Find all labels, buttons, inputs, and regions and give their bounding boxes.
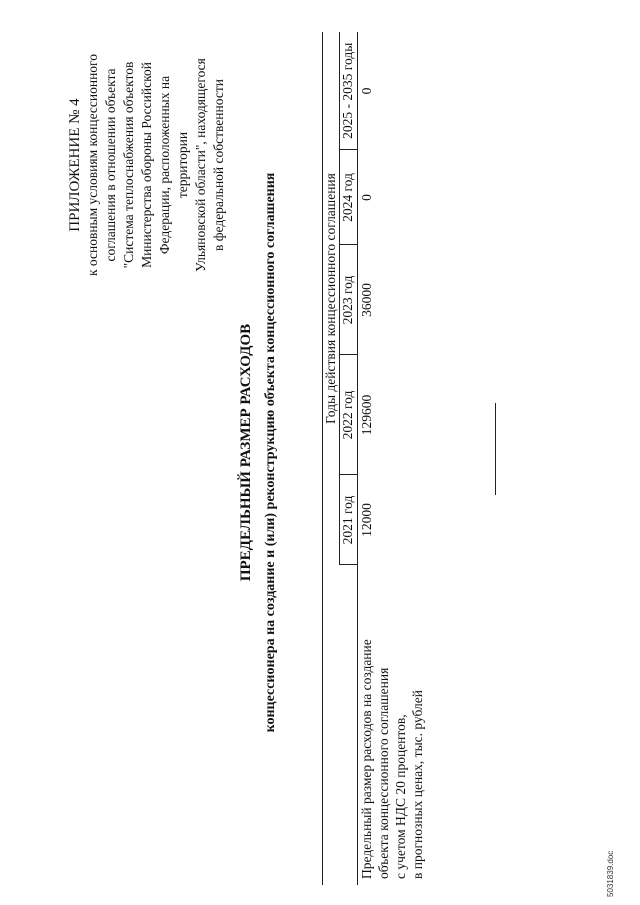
document-title: ПРЕДЕЛЬНЫЙ РАЗМЕР РАСХОДОВ xyxy=(238,323,254,582)
document-subtitle: концессионера на создание и (или) реконструкцию объекта концессионного соглашения xyxy=(263,172,278,733)
value-cell: 0 xyxy=(359,194,374,201)
expense-table xyxy=(322,32,426,885)
row-label xyxy=(358,565,427,885)
table-group-header: Годы действия концессионного соглашения xyxy=(323,32,340,565)
row-label-line: Предельный размер расходов на создание xyxy=(359,639,374,879)
footer-filename: 5031839.doc xyxy=(606,850,615,897)
appendix-line: "Система теплоснабжения объектов xyxy=(121,61,136,269)
row-label-line: с учетом НДС 20 процентов, xyxy=(393,714,408,879)
value-cell: 12000 xyxy=(359,503,374,537)
year-header: 2024 год xyxy=(340,150,358,245)
appendix-line: соглашения в отношении объекта xyxy=(103,68,118,262)
row-label-line: объекта концессионного соглашения xyxy=(376,667,391,879)
year-header: 2023 год xyxy=(340,245,358,355)
year-header: 2025 - 2035 годы xyxy=(340,32,358,150)
appendix-title: ПРИЛОЖЕНИЕ № 4 xyxy=(67,98,83,232)
table-empty-corner xyxy=(323,565,340,885)
separator-line xyxy=(495,403,496,495)
appendix-line: Ульяновской области", находящегося xyxy=(193,58,208,272)
table-group-header-row xyxy=(323,32,340,885)
appendix-line: к основным условиям концессионного xyxy=(85,53,100,277)
row-label-line: в прогнозных ценах, тыс. рублей xyxy=(410,689,425,879)
year-header: 2021 год xyxy=(340,475,358,565)
value-cell: 36000 xyxy=(359,283,374,317)
appendix-block xyxy=(66,45,228,285)
table-empty-corner xyxy=(340,565,358,885)
appendix-line: в федеральной собственности xyxy=(211,79,226,251)
value-cell: 129600 xyxy=(359,394,374,436)
table-year-header-row xyxy=(340,32,358,885)
year-header: 2022 год xyxy=(340,355,358,475)
appendix-line: Министерства обороны Российской xyxy=(139,62,154,268)
value-cell: 0 xyxy=(359,87,374,95)
table-row xyxy=(358,32,427,885)
appendix-line: Федерации, расположенных на территории xyxy=(157,75,190,255)
